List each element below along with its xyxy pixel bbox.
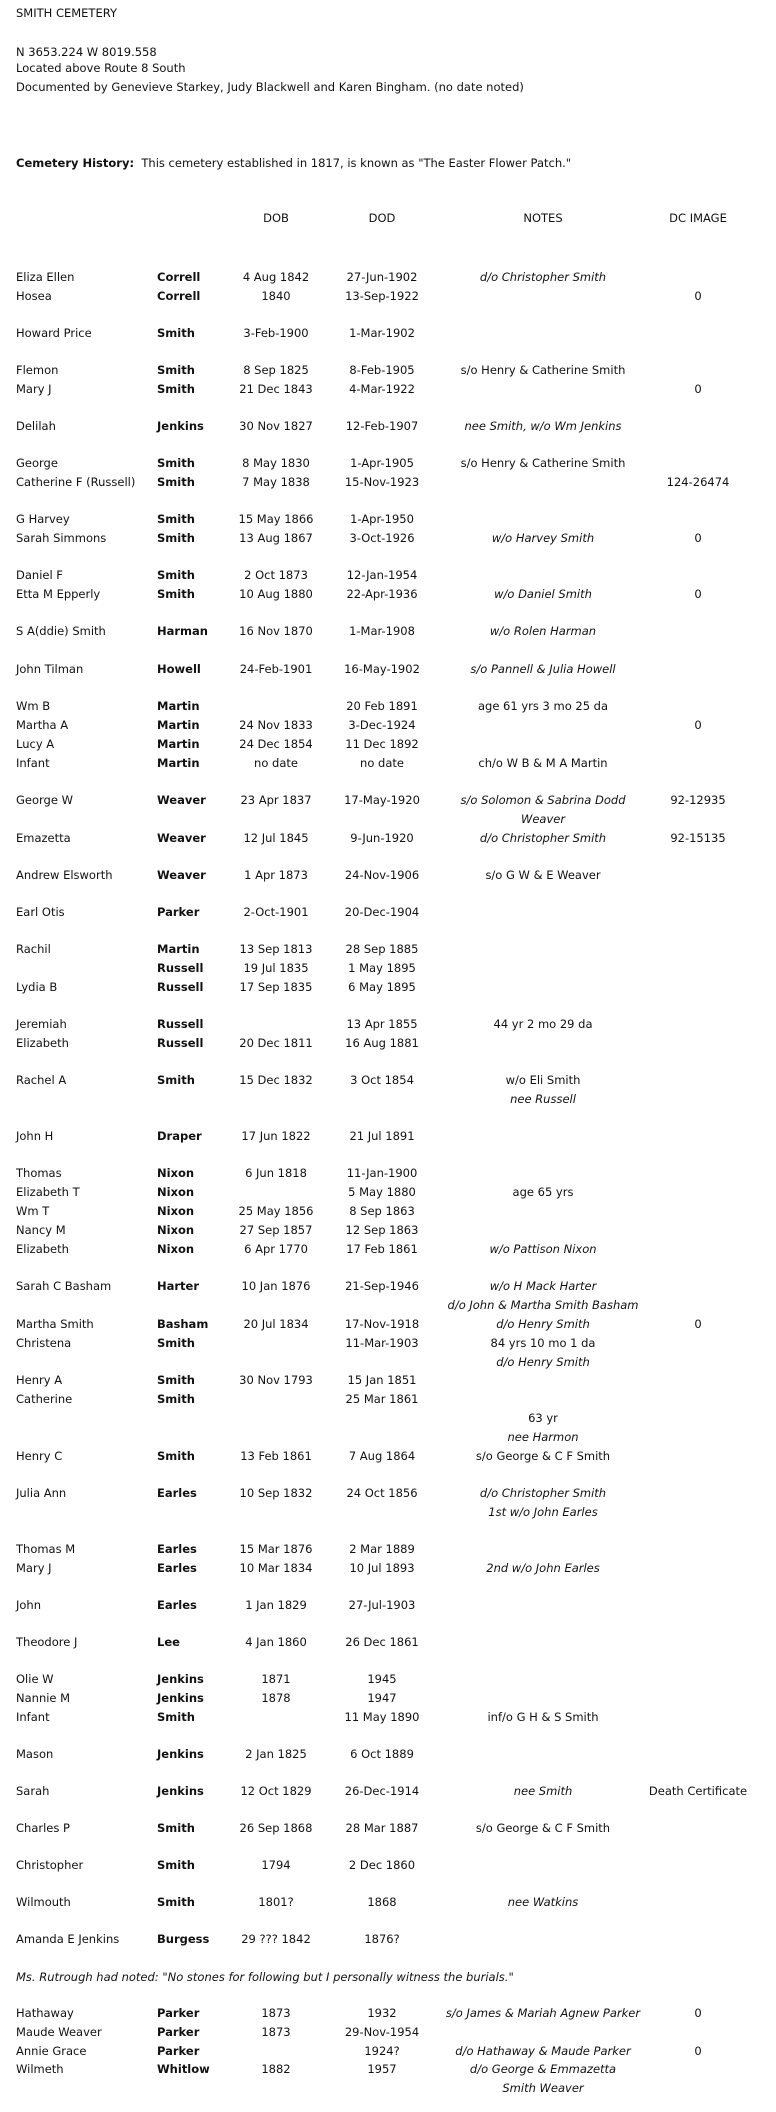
notes: nee Russell [510,1092,576,1106]
date-of-death: 26 Dec 1861 [345,1635,419,1649]
date-of-birth: 10 Sep 1832 [239,1486,313,1500]
surname: Weaver [157,868,206,882]
date-of-birth: 30 Nov 1793 [239,1373,313,1387]
notes: d/o George & Emmazetta [469,2062,617,2076]
given-name: Annie Grace [16,2044,87,2058]
col-header-dob: DOB [263,211,289,225]
given-name: Mary J [16,382,52,396]
surname: Smith [157,1336,195,1350]
notes: s/o James & Mariah Agnew Parker [445,2006,641,2020]
given-name: Mary J [16,1561,52,1575]
notes: w/o Eli Smith [505,1073,581,1087]
date-of-death: 15-Nov-1923 [344,475,420,489]
date-of-birth: 23 Apr 1837 [240,793,312,807]
coordinates: N 3653.224 W 8019.558 [16,45,157,59]
given-name: Elizabeth [16,1242,69,1256]
surname: Earles [157,1542,197,1556]
surname: Smith [157,1858,195,1872]
surname: Smith [157,456,195,470]
date-of-birth: 4 Aug 1842 [242,270,310,284]
date-of-death: 3 Oct 1854 [350,1073,414,1087]
col-header-notes: NOTES [523,211,563,225]
dc-image: 92-15135 [670,831,726,845]
notes: w/o Rolen Harman [489,624,597,638]
date-of-death: 13-Sep-1922 [345,289,419,303]
given-name: Daniel F [16,568,63,582]
date-of-birth: 17 Jun 1822 [241,1129,311,1143]
surname: Howell [157,662,201,676]
notes: s/o Pannell & Julia Howell [470,662,616,676]
notes: w/o Daniel Smith [494,587,592,601]
date-of-birth: 24-Feb-1901 [239,662,313,676]
date-of-death: 11-Jan-1900 [346,1166,418,1180]
notes: ch/o W B & M A Martin [478,756,608,770]
given-name: Theodore J [16,1635,78,1649]
date-of-death: 1957 [367,2062,397,2076]
date-of-birth: 15 Mar 1876 [239,1542,313,1556]
given-name: G Harvey [16,512,70,526]
date-of-death: 17-Nov-1918 [344,1317,420,1331]
given-name: Etta M Epperly [16,587,101,601]
surname: Parker [157,2006,200,2020]
given-name: Thomas [16,1166,62,1180]
notes: d/o Christopher Smith [479,1486,607,1500]
surname: Earles [157,1561,197,1575]
date-of-birth: 12 Oct 1829 [240,1784,312,1798]
surname: Jenkins [157,1784,204,1798]
surname: Nixon [157,1242,195,1256]
given-name: George W [16,793,73,807]
date-of-death: 16 Aug 1881 [345,1036,419,1050]
notes: 44 yr 2 mo 29 da [493,1017,593,1031]
date-of-birth: 13 Feb 1861 [240,1449,312,1463]
death-certificate-link[interactable]: Death Certificate [648,1784,748,1798]
date-of-birth: 2 Oct 1873 [244,568,308,582]
date-of-death: 8 Sep 1863 [349,1204,415,1218]
date-of-death: 11 Dec 1892 [345,737,419,751]
given-name: Mason [16,1747,54,1761]
date-of-death: 29-Nov-1954 [344,2025,420,2039]
col-header-dc-image: DC IMAGE [669,211,727,225]
date-of-birth: 3-Feb-1900 [243,326,309,340]
notes: age 61 yrs 3 mo 25 da [477,699,609,713]
date-of-death: no date [360,756,404,770]
date-of-birth: 10 Jan 1876 [241,1279,311,1293]
page-title: SMITH CEMETERY [16,6,117,20]
date-of-death: 21 Jul 1891 [349,1129,415,1143]
notes: s/o George & C F Smith [475,1821,611,1835]
date-of-birth: 20 Dec 1811 [239,1036,313,1050]
given-name: Christena [16,1336,72,1350]
notes: 84 yrs 10 mo 1 da [490,1336,596,1350]
given-name: Lydia B [16,980,58,994]
date-of-death: 27-Jun-1902 [346,270,418,284]
surname: Burgess [157,1932,210,1946]
date-of-birth: 1794 [261,1858,291,1872]
date-of-death: 20-Dec-1904 [344,905,420,919]
date-of-death: 22-Apr-1936 [346,587,418,601]
surname: Lee [157,1635,180,1649]
given-name: Andrew Elsworth [16,868,113,882]
surname: Jenkins [157,1672,204,1686]
date-of-death: 11 May 1890 [344,1710,420,1724]
surname: Russell [157,1036,204,1050]
given-name: Christopher [16,1858,84,1872]
date-of-birth: 29 ??? 1842 [241,1932,311,1946]
date-of-birth: 10 Mar 1834 [239,1561,313,1575]
date-of-death: 12-Jan-1954 [346,568,418,582]
notes: d/o Henry Smith [496,1317,590,1331]
date-of-death: 26-Dec-1914 [344,1784,420,1798]
given-name: Charles P [16,1821,70,1835]
date-of-death: 6 Oct 1889 [350,1747,414,1761]
given-name: Rachil [16,942,51,956]
given-name: Catherine F (Russell) [16,475,136,489]
date-of-death: 1945 [367,1672,397,1686]
date-of-birth: 27 Sep 1857 [239,1223,313,1237]
date-of-death: 17 Feb 1861 [346,1242,418,1256]
date-of-death: 28 Sep 1885 [345,942,419,956]
date-of-death: 17-May-1920 [344,793,420,807]
col-header-dod: DOD [368,211,396,225]
notes: nee Smith [513,1784,573,1798]
surname: Smith [157,475,195,489]
surname: Smith [157,1710,195,1724]
given-name: John H [16,1129,54,1143]
surname: Nixon [157,1166,195,1180]
notes: nee Smith, w/o Wm Jenkins [464,419,622,433]
date-of-death: 1-Apr-1905 [350,456,414,470]
date-of-birth: 17 Sep 1835 [239,980,313,994]
surname: Martin [157,942,200,956]
dc-image: 0 [694,382,702,396]
date-of-birth: 24 Dec 1854 [239,737,313,751]
date-of-birth: 7 May 1838 [242,475,310,489]
date-of-death: 1-Apr-1950 [350,512,414,526]
date-of-death: 25 Mar 1861 [345,1392,419,1406]
given-name: Hathaway [16,2006,74,2020]
date-of-death: 7 Aug 1864 [348,1449,416,1463]
given-name: Delilah [16,419,56,433]
surname: Parker [157,2044,200,2058]
surname: Smith [157,382,195,396]
surname: Russell [157,1017,204,1031]
date-of-death: 15 Jan 1851 [347,1373,417,1387]
given-name: Wilmeth [16,2062,64,2076]
surname: Basham [157,1317,209,1331]
surname: Nixon [157,1204,195,1218]
date-of-death: 28 Mar 1887 [345,1821,419,1835]
notes: age 65 yrs [512,1185,574,1199]
given-name: Amanda E Jenkins [16,1932,120,1946]
given-name: Hosea [16,289,52,303]
date-of-death: 2 Dec 1860 [348,1858,416,1872]
surname: Martin [157,718,200,732]
surname: Parker [157,2025,200,2039]
date-of-death: 9-Jun-1920 [350,831,414,845]
notes: s/o George & C F Smith [475,1449,611,1463]
date-of-death: 3-Oct-1926 [349,531,415,545]
given-name: Infant [16,1710,50,1724]
notes: 1st w/o John Earles [488,1505,598,1519]
date-of-death: 1-Mar-1902 [349,326,415,340]
dc-image: 0 [694,718,702,732]
given-name: Henry A [16,1373,63,1387]
surname: Nixon [157,1223,195,1237]
given-name: Wm T [16,1204,50,1218]
surname: Jenkins [157,1747,204,1761]
date-of-birth: 15 Dec 1832 [239,1073,313,1087]
notes: nee Harmon [507,1430,579,1444]
date-of-birth: 1873 [261,2025,291,2039]
witness-note: Ms. Rutrough had noted: "No stones for following but I personally witness the burials." [16,1970,514,1984]
location: Located above Route 8 South [16,61,186,75]
date-of-birth: 4 Jan 1860 [245,1635,307,1649]
date-of-birth: 2-Oct-1901 [243,905,309,919]
given-name: Martha A [16,718,69,732]
date-of-death: 1-Mar-1908 [349,624,415,638]
date-of-birth: 13 Aug 1867 [239,531,313,545]
date-of-birth: 16 Nov 1870 [239,624,313,638]
given-name: John [16,1598,42,1612]
date-of-birth: 1878 [261,1691,291,1705]
date-of-death: 20 Feb 1891 [346,699,418,713]
given-name: Julia Ann [16,1486,67,1500]
date-of-birth: 15 May 1866 [238,512,314,526]
date-of-death: 27-Jul-1903 [348,1598,416,1612]
dc-image: 0 [694,289,702,303]
notes: s/o Solomon & Sabrina Dodd [460,793,626,807]
surname: Smith [157,1449,195,1463]
surname: Harter [157,1279,200,1293]
given-name: Sarah [16,1784,50,1798]
notes: s/o Henry & Catherine Smith [460,363,626,377]
date-of-death: 11-Mar-1903 [345,1336,419,1350]
date-of-death: 10 Jul 1893 [349,1561,415,1575]
date-of-death: 5 May 1880 [348,1185,416,1199]
surname: Russell [157,980,204,994]
date-of-death: 21-Sep-1946 [345,1279,419,1293]
date-of-birth: 6 Apr 1770 [244,1242,308,1256]
surname: Smith [157,531,195,545]
date-of-birth: 6 Jun 1818 [245,1166,307,1180]
date-of-birth: 1 Apr 1873 [244,868,308,882]
date-of-birth: 8 Sep 1825 [243,363,309,377]
given-name: Infant [16,756,50,770]
date-of-death: 1947 [367,1691,397,1705]
surname: Smith [157,1373,195,1387]
surname: Martin [157,756,200,770]
given-name: Henry C [16,1449,63,1463]
dc-image: 92-12935 [670,793,726,807]
notes: w/o Harvey Smith [491,531,595,545]
given-name: Lucy A [16,737,55,751]
date-of-death: 1932 [367,2006,397,2020]
given-name: Martha Smith [16,1317,94,1331]
notes: nee Watkins [507,1895,579,1909]
surname: Smith [157,512,195,526]
date-of-birth: 1873 [261,2006,291,2020]
date-of-death: 13 Apr 1855 [346,1017,418,1031]
surname: Smith [157,587,195,601]
notes: w/o Pattison Nixon [489,1242,597,1256]
surname: Martin [157,699,200,713]
dc-image: 0 [694,1317,702,1331]
given-name: Rachel A [16,1073,67,1087]
dc-image: 0 [694,2006,702,2020]
surname: Smith [157,1895,195,1909]
date-of-death: 16-May-1902 [344,662,420,676]
surname: Correll [157,289,201,303]
date-of-death: 24-Nov-1906 [344,868,420,882]
surname: Smith [157,1821,195,1835]
cemetery-history [16,156,571,170]
history-text: This cemetery established in 1817, is known as "The Easter Flower Patch." [141,156,572,170]
given-name: John Tilman [16,662,84,676]
surname: Correll [157,270,201,284]
surname: Jenkins [157,1691,204,1705]
date-of-death: 4-Mar-1922 [349,382,415,396]
given-name: Sarah C Basham [16,1279,112,1293]
given-name: Eliza Ellen [16,270,75,284]
date-of-birth: 1 Jan 1829 [245,1598,307,1612]
date-of-birth: 12 Jul 1845 [243,831,309,845]
given-name: Wilmouth [16,1895,71,1909]
notes: w/o H Mack Harter [489,1279,597,1293]
date-of-birth: 1882 [261,2062,291,2076]
date-of-birth: no date [254,756,298,770]
notes: d/o Christopher Smith [479,831,607,845]
notes: d/o Henry Smith [496,1355,590,1369]
date-of-death: 3-Dec-1924 [348,718,416,732]
notes: inf/o G H & S Smith [487,1710,599,1724]
surname: Harman [157,624,208,638]
given-name: Howard Price [16,326,92,340]
date-of-death: 1924? [364,2044,400,2058]
surname: Jenkins [157,419,204,433]
date-of-death: 1 May 1895 [348,961,416,975]
dc-image: 0 [694,2044,702,2058]
notes: 2nd w/o John Earles [486,1561,600,1575]
given-name: Wm B [16,699,51,713]
surname: Nixon [157,1185,195,1199]
dc-image: 124-26474 [666,475,730,489]
surname: Martin [157,737,200,751]
given-name: Catherine [16,1392,73,1406]
date-of-birth: 1871 [261,1672,291,1686]
date-of-birth: 8 May 1830 [242,456,310,470]
notes: Smith Weaver [502,2081,584,2095]
date-of-birth: 24 Nov 1833 [239,718,313,732]
date-of-birth: 21 Dec 1843 [239,382,313,396]
surname: Weaver [157,793,206,807]
date-of-death: 12 Sep 1863 [345,1223,419,1237]
surname: Smith [157,568,195,582]
surname: Smith [157,363,195,377]
given-name: Sarah Simmons [16,531,107,545]
date-of-birth: 20 Jul 1834 [243,1317,309,1331]
given-name: Nannie M [16,1691,71,1705]
date-of-death: 1876? [364,1932,400,1946]
surname: Smith [157,326,195,340]
surname: Whitlow [157,2062,210,2076]
surname: Earles [157,1598,197,1612]
dc-image: 0 [694,531,702,545]
given-name: Elizabeth T [16,1185,80,1199]
surname: Earles [157,1486,197,1500]
history-label: Cemetery History: [16,156,135,170]
given-name: Maude Weaver [16,2025,102,2039]
given-name: George [16,456,58,470]
documented-by: Documented by Genevieve Starkey, Judy Blackwell and Karen Bingham. (no date noted) [16,80,524,94]
surname: Smith [157,1392,195,1406]
dc-image: 0 [694,587,702,601]
given-name: Earl Otis [16,905,65,919]
date-of-death: 1868 [367,1895,397,1909]
date-of-birth: 2 Jan 1825 [245,1747,307,1761]
date-of-birth: 10 Aug 1880 [239,587,313,601]
given-name: Flemon [16,363,59,377]
surname: Draper [157,1129,202,1143]
given-name: Elizabeth [16,1036,69,1050]
given-name: Emazetta [16,831,71,845]
date-of-birth: 1801? [258,1895,294,1909]
surname: Weaver [157,831,206,845]
notes: d/o John & Martha Smith Basham [447,1298,639,1312]
date-of-death: 8-Feb-1905 [349,363,415,377]
notes: s/o G W & E Weaver [485,868,601,882]
notes: d/o Christopher Smith [479,270,607,284]
given-name: S A(ddie) Smith [16,624,106,638]
notes: d/o Hathaway & Maude Parker [455,2044,631,2058]
date-of-death: 2 Mar 1889 [349,1542,415,1556]
given-name: Nancy M [16,1223,66,1237]
given-name: Thomas M [16,1542,76,1556]
notes: Weaver [520,812,566,826]
date-of-birth: 1840 [261,289,291,303]
surname: Russell [157,961,204,975]
date-of-death: 6 May 1895 [348,980,416,994]
surname: Smith [157,1073,195,1087]
date-of-death: 24 Oct 1856 [346,1486,418,1500]
notes: s/o Henry & Catherine Smith [460,456,626,470]
notes: 63 yr [528,1411,558,1425]
given-name: Jeremiah [16,1017,67,1031]
date-of-birth: 25 May 1856 [238,1204,314,1218]
date-of-birth: 30 Nov 1827 [239,419,313,433]
date-of-birth: 19 Jul 1835 [243,961,309,975]
date-of-death: 12-Feb-1907 [345,419,419,433]
given-name: Olie W [16,1672,54,1686]
surname: Parker [157,905,200,919]
date-of-birth: 13 Sep 1813 [239,942,313,956]
date-of-birth: 26 Sep 1868 [239,1821,313,1835]
